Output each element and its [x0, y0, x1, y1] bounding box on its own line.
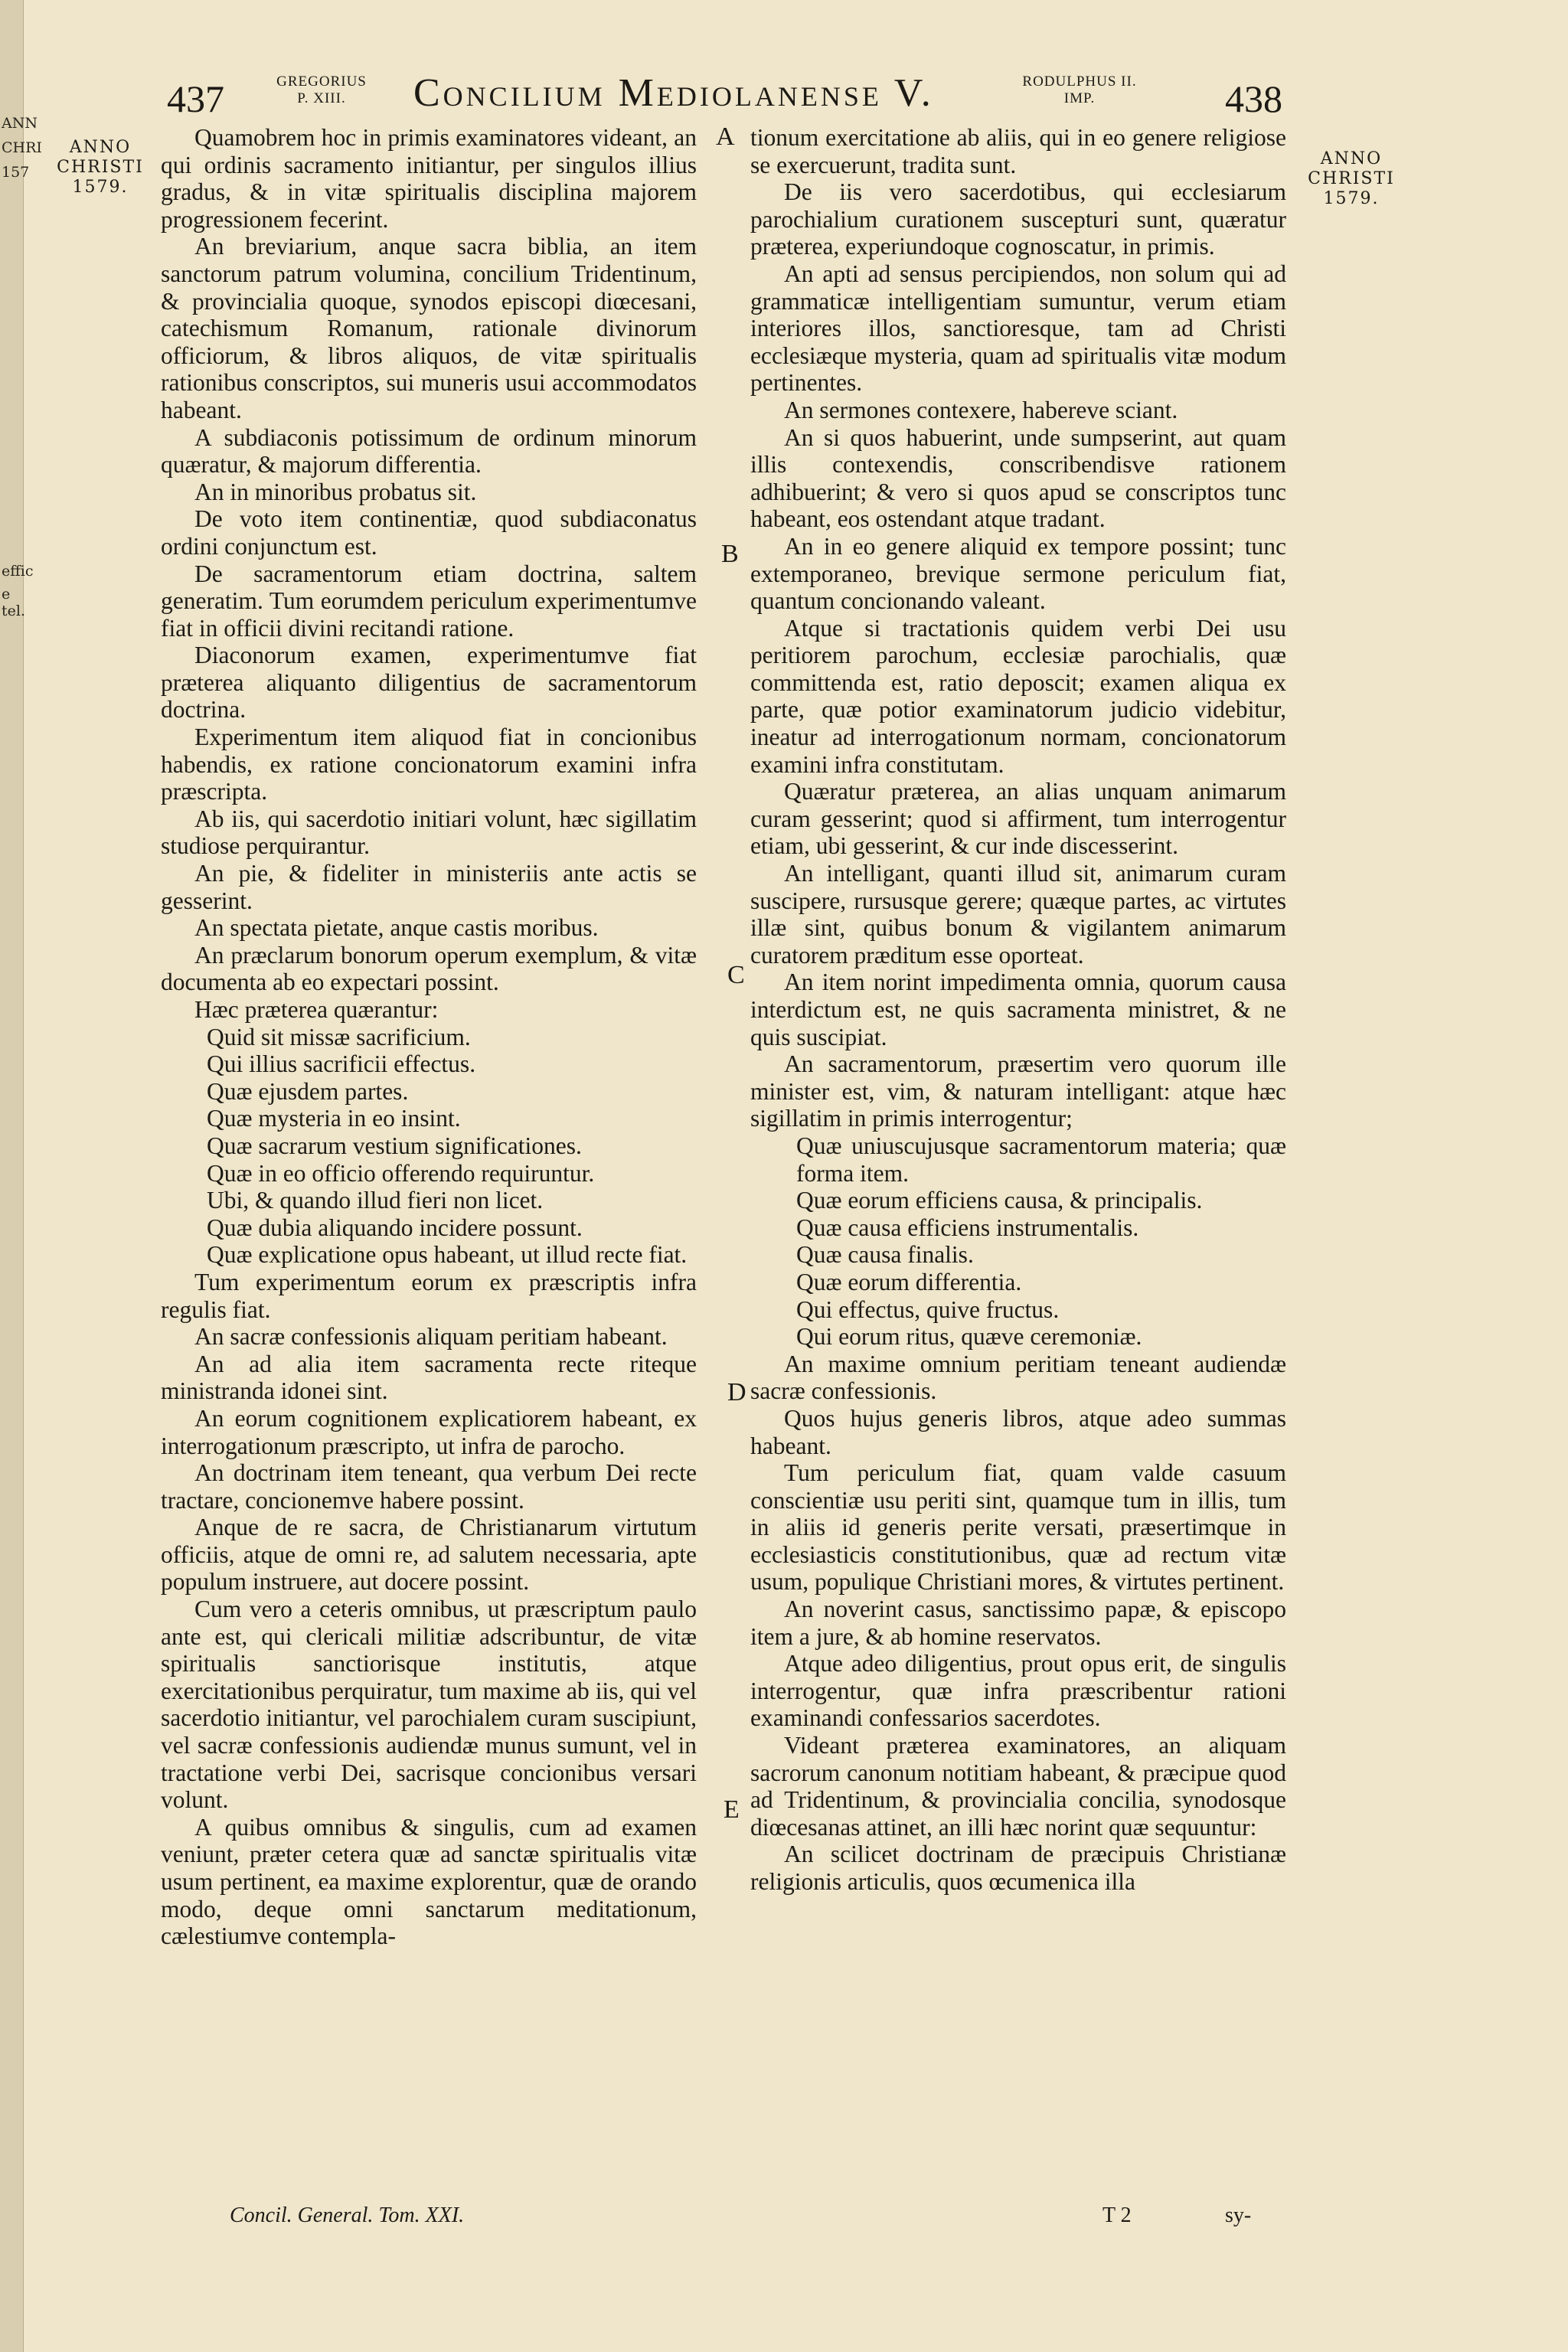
left-pope-name: [264, 74, 379, 107]
margin-marker-e: E: [724, 1795, 740, 1824]
anno-christi-left: [51, 138, 150, 198]
paragraph: An in eo genere aliquid ex tempore possint; tunc extemporaneo, brevique sermone periculum fiat, quantum concionando valeant.: [750, 532, 1286, 615]
right-emperor-name: [1003, 74, 1156, 107]
paragraph: Diaconorum examen, experimentumve fiat præterea aliquanto diligentius de sacramentorum doctrina.: [161, 642, 697, 724]
paragraph: De voto item continentiæ, quod subdiaconatus ordini conjunctum est.: [161, 505, 697, 560]
paragraph: An eorum cognitionem explicatiorem habeant, ex interrogationum præscripto, ut infra de parocho.: [161, 1404, 697, 1459]
anno-line: CHRISTI: [57, 158, 144, 177]
anno-christi-right: [1302, 149, 1401, 209]
anno-line: 1579.: [1323, 189, 1380, 208]
running-header: [0, 67, 1568, 129]
paragraph: Tum periculum fiat, quam valde casuum conscientiæ usu periti sint, quamque tum in illis, tum in aliis id generis perite versati, præsertimque in ecclesiasticis constitutionibus, quæ ad rectum vitæ usum, populique Christiani mores, & virtutes pertinent.: [750, 1459, 1286, 1596]
left-name-line: P. XIII.: [297, 90, 346, 106]
edge-note: CHRI: [2, 139, 42, 156]
paragraph: An præclarum bonorum operum exemplum, & vitæ documenta ab eo expectari possint.: [161, 941, 697, 996]
paragraph: Videant præterea examinatores, an aliquam sacrorum canonum notitiam habeant, & præcipue quod ad Tridentinum, & provincialia concilia, synodosque diœcesanas attinet, an illi hæc norint quæ sequuntur:: [750, 1732, 1286, 1841]
paragraph: Quæ dubia aliquando incidere possunt.: [207, 1214, 583, 1241]
edge-note: 157: [2, 164, 30, 181]
paragraph: Experimentum item aliquod fiat in concionibus habendis, ex ratione concionatorum examini infra præscripta.: [161, 724, 697, 805]
paragraph: De iis vero sacerdotibus, qui ecclesiarum parochialium curationem suscepturi sunt, quæratur præterea, experiundoque cognoscatur, in primis.: [750, 178, 1286, 260]
paragraph: De sacramentorum etiam doctrina, saltem generatim. Tum eorumdem periculum experimentumve fiat in officii divini recitandi ratione.: [161, 560, 697, 642]
paragraph: Quæ eorum differentia.: [796, 1268, 1022, 1295]
edge-note: e tel.: [2, 586, 25, 619]
paragraph: An maxime omnium peritiam teneant audiendæ sacræ confessionis.: [750, 1350, 1286, 1405]
paragraph: A quibus omnibus & singulis, cum ad examen veniunt, præter cetera quæ ad sanctæ spiritualis vitæ usum pertinent, ea maxime explorentur, quæ de orando modo, deque omni sanctarum meditationum, cælestiumve contempla-: [161, 1813, 697, 1950]
right-text-column: [750, 124, 1286, 1896]
paragraph: Atque si tractationis quidem verbi Dei usu peritiorem parochum, ecclesiæ parochialis, quæ committenda est, ratio deposcit; examen aliqua ex parte, quæ potior examinatorum judicio videbitur, ineatur ad interrogationum normam, concionatorum examini infra constitutam.: [750, 614, 1286, 778]
paragraph: tionum exercitatione ab aliis, qui in eo genere religiose se exercuerunt, tradita sunt.: [750, 124, 1286, 178]
paragraph: An sermones contexere, habereve sciant.: [784, 396, 1178, 423]
paragraph: An intelligant, quanti illud sit, animarum curam suscipere, rursusque gerere; quæque partes, ac virtutes illæ sint, quibus bonum & vigilantem animarum curatorem præditum esse oporteat.: [750, 860, 1286, 969]
paragraph: Hæc præterea quærantur:: [194, 996, 439, 1023]
paragraph: Qui effectus, quive fructus.: [796, 1295, 1060, 1323]
margin-marker-a: A: [716, 122, 735, 151]
edge-note: effic: [2, 563, 34, 580]
paragraph: Quæ in eo officio offerendo requiruntur.: [207, 1159, 595, 1187]
paragraph: Cum vero a ceteris omnibus, ut præscriptum paulo ante est, qui clericali militiæ adscribuntur, de vitæ spiritualis sanctiorisque institutis, atque exercitationibus perquiratur, tum maxime ab iis, qui vel sacerdotio initiantur, vel parochialem curam suscipiunt, vel sacræ confessionis audiendæ munus sumunt, vel in tractatione verbi Dei, sacrisque concionibus versari volunt.: [161, 1596, 697, 1814]
edge-note: ANN: [2, 115, 38, 132]
paragraph: An sacramentorum, præsertim vero quorum ille minister est, vim, & naturam intelligant: atque hæc sigillatim in primis interrogentur;: [750, 1050, 1286, 1132]
paragraph: Qui eorum ritus, quæve ceremoniæ.: [796, 1323, 1142, 1351]
paragraph: Tum experimentum eorum ex præscriptis infra regulis fiat.: [161, 1268, 697, 1323]
left-page-number: 437: [167, 77, 224, 120]
margin-marker-c: C: [727, 961, 745, 989]
paragraph: A subdiaconis potissimum de ordinum minorum quæratur, & majorum differentia.: [161, 423, 697, 479]
left-text-column: [161, 124, 697, 1950]
paragraph: An breviarium, anque sacra biblia, an item sanctorum patrum volumina, concilium Tridentinum, & provincialia quoque, synodos episcopi diœcesani, catechismum Romanum, rationale divinorum officiorum, & libros aliquos, de vitæ spiritualis rationibus conscriptos, sui muneris usui accommodatos habeant.: [161, 233, 697, 423]
paragraph: An noverint casus, sanctissimo papæ, & episcopo item a jure, & ab homine reservatos.: [750, 1596, 1286, 1650]
paragraph: Atque adeo diligentius, prout opus erit, de singulis interrogentur, quæ infra præscribentur rationi examinandi confessarios sacerdotes.: [750, 1650, 1286, 1732]
paragraph: An ad alia item sacramenta recte riteque ministranda idonei sint.: [161, 1350, 697, 1405]
paragraph: Quæ uniuscujusque sacramentorum materia; quæ forma item.: [796, 1132, 1286, 1187]
paragraph: Quæ ejusdem partes.: [207, 1077, 409, 1105]
anno-line: ANNO: [69, 138, 132, 157]
anno-line: ANNO: [1320, 149, 1383, 168]
paragraph: Quid sit missæ sacrificium.: [207, 1023, 471, 1050]
signature-mark: T 2: [1102, 2203, 1132, 2227]
paragraph: Anque de re sacra, de Christianarum virtutum officiis, atque de omni re, ad salutem necessaria, apte populum instruere, aut docere possint.: [161, 1514, 697, 1596]
previous-page-edge: [0, 0, 42, 2352]
paragraph: An si quos habuerint, unde sumpserint, aut quam illis contexendis, conscribendisve rationem adhibuerint; & vero si quos apud se conscriptos tunc habeant, eos ostendant atque tradant.: [750, 423, 1286, 533]
paragraph: Qui illius sacrificii effectus.: [207, 1050, 476, 1078]
paragraph: Quæ mysteria in eo insint.: [207, 1105, 461, 1132]
page-title: Concilium Mediolanense V.: [413, 71, 934, 115]
paragraph: An pie, & fideliter in ministeriis ante actis se gesserint.: [161, 860, 697, 914]
footer-source: Concil. General. Tom. XXI.: [230, 2203, 465, 2227]
margin-marker-d: D: [727, 1378, 746, 1406]
paragraph: Quos hujus generis libros, atque adeo summas habeant.: [750, 1404, 1286, 1459]
paragraph: Quæ causa efficiens instrumentalis.: [796, 1214, 1139, 1241]
paragraph: Quæratur præterea, an alias unquam animarum curam gesserint; quod si affirment, tum interrogentur etiam, ubi gesserint, & cur inde discesserint.: [750, 778, 1286, 860]
paragraph: Quæ causa finalis.: [796, 1241, 974, 1269]
paragraph: Quamobrem hoc in primis examinatores videant, an qui ordinis sacramento initiantur, per singulos illius gradus, & in vitæ spiritualis disciplina majorem progressionem fecerint.: [161, 124, 697, 233]
catchword: sy-: [1225, 2203, 1252, 2227]
paragraph: An sacræ confessionis aliquam peritiam habeant.: [194, 1323, 668, 1351]
paragraph: Ubi, & quando illud fieri non licet.: [207, 1187, 544, 1214]
paragraph: Ab iis, qui sacerdotio initiari volunt, hæc sigillatim studiose perquirantur.: [161, 805, 697, 860]
paragraph: An scilicet doctrinam de præcipuis Christianæ religionis articulis, quos œcumenica illa: [750, 1841, 1286, 1895]
paragraph: An doctrinam item teneant, qua verbum Dei recte tractare, concionemve habere possint.: [161, 1459, 697, 1514]
right-page-number: 438: [1225, 77, 1282, 120]
paragraph: Quæ explicatione opus habeant, ut illud recte fiat.: [207, 1241, 688, 1269]
anno-line: CHRISTI: [1308, 169, 1395, 188]
margin-marker-b: B: [721, 540, 739, 568]
paragraph: An spectata pietate, anque castis moribus.: [194, 914, 599, 942]
paragraph: An apti ad sensus percipiendos, non solum qui ad grammaticæ intelligentiam sumuntur, verum etiam interiores illos, sanctioresque, tam ad Christi ecclesiæque mysteria, quam ad spiritualis vitæ modum pertinentes.: [750, 260, 1286, 397]
anno-line: 1579.: [72, 178, 129, 197]
right-name-line: IMP.: [1063, 90, 1096, 106]
paragraph: An in minoribus probatus sit.: [194, 478, 477, 505]
paragraph: Quæ sacrarum vestium significationes.: [207, 1132, 582, 1159]
paragraph: An item norint impedimenta omnia, quorum causa interdictum est, ne quis sacramenta ministret, & ne quis suscipiat.: [750, 969, 1286, 1050]
left-name-line: GREGORIUS: [276, 74, 367, 90]
paragraph: Quæ eorum efficiens causa, & principalis.: [796, 1187, 1203, 1214]
right-name-line: RODULPHUS II.: [1022, 74, 1137, 90]
